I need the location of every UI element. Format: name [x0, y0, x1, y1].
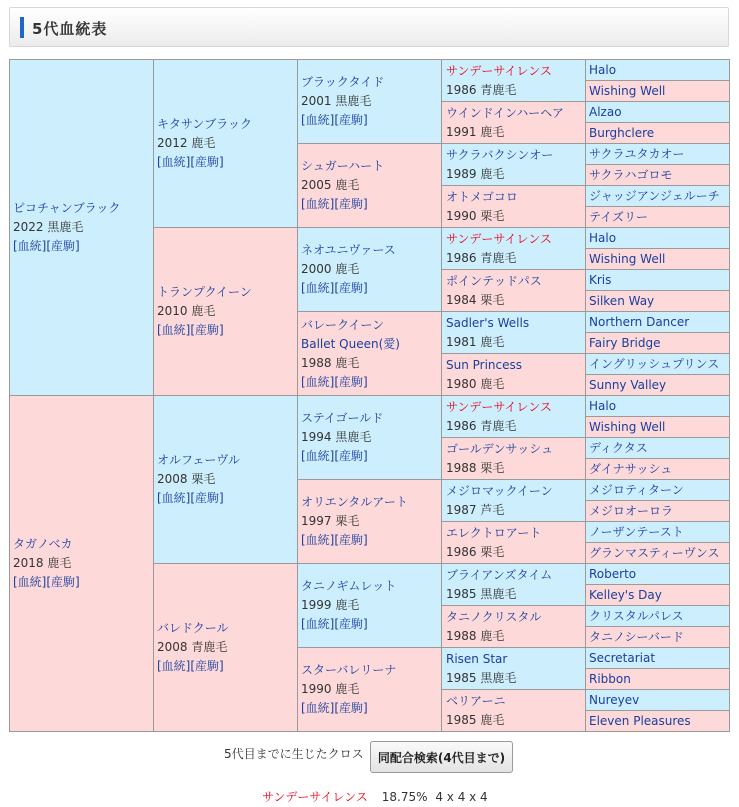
- gen3-cell: [298, 144, 442, 228]
- horse-name-link[interactable]: オトメゴコロ: [446, 189, 518, 204]
- ancestor-link[interactable]: Silken Way: [589, 293, 655, 308]
- horse-info: 1990 鹿毛: [301, 682, 360, 696]
- horse-links: [13, 573, 149, 592]
- gen2-cell: [154, 60, 298, 228]
- horse-name-link[interactable]: ゴールデンサッシュ: [446, 441, 554, 456]
- horse-entry: [157, 451, 293, 508]
- gen5-cell: [586, 60, 730, 81]
- horse-entry: [301, 409, 437, 466]
- horse-name-link[interactable]: ネオユニヴァース: [301, 243, 396, 257]
- horse-entry: [446, 230, 581, 268]
- horse-entry: [13, 535, 149, 592]
- gen4-cell: [442, 606, 586, 648]
- gen4-cell: [442, 312, 586, 354]
- gen4-cell: [442, 102, 586, 144]
- horse-entry: [301, 73, 437, 130]
- ancestor-link[interactable]: Sunny Valley: [589, 377, 667, 392]
- ancestor-link[interactable]: Kris: [589, 272, 612, 287]
- horse-info: 2018 鹿毛: [13, 556, 72, 570]
- horse-name-link[interactable]: オルフェーヴル: [157, 453, 241, 467]
- pedigree-row: [10, 60, 730, 81]
- pedigree-link[interactable]: [血統]: [13, 239, 47, 253]
- horse-entry: [301, 661, 437, 718]
- horse-entry: [446, 566, 581, 604]
- gen5-cell: [586, 354, 730, 375]
- horse-name-link[interactable]: タガノベカ: [13, 537, 73, 551]
- horse-entry: [301, 577, 437, 634]
- ancestor-link[interactable]: タニノシーバード: [589, 629, 684, 644]
- horse-links: [301, 195, 437, 214]
- ancestor-link[interactable]: Kelley's Day: [589, 587, 662, 602]
- gen5-cell: [586, 102, 730, 123]
- gen2-cell: [154, 564, 298, 732]
- horse-info: 1986 青鹿毛: [446, 82, 517, 97]
- gen4-cell: [442, 186, 586, 228]
- pedigree-link[interactable]: [血統]: [301, 113, 335, 127]
- horse-name-link[interactable]: サンデーサイレンス: [446, 399, 552, 414]
- pedigree-link[interactable]: [血統]: [157, 323, 191, 337]
- gen3-cell: [298, 396, 442, 480]
- horse-entry: [157, 115, 293, 172]
- horse-name-link[interactable]: ピコチャンブラック: [13, 201, 121, 215]
- pedigree-table: [9, 59, 730, 732]
- gen4-cell: [442, 396, 586, 438]
- horse-links: [301, 699, 437, 718]
- gen5-cell: [586, 417, 730, 438]
- horse-entry: [446, 524, 581, 562]
- gen3-cell: [298, 648, 442, 732]
- pedigree-link[interactable]: [血統]: [13, 575, 47, 589]
- horse-links: [157, 321, 293, 340]
- pedigree-link[interactable]: [血統]: [157, 659, 191, 673]
- horse-entry: [446, 398, 581, 436]
- ancestor-link[interactable]: Wishing Well: [589, 251, 666, 266]
- gen5-cell: [586, 606, 730, 627]
- horse-entry: [446, 482, 581, 520]
- horse-info: 1980 鹿毛: [446, 376, 505, 391]
- ancestor-link[interactable]: メジロティターン: [589, 482, 684, 497]
- pedigree-row: [10, 396, 730, 417]
- horse-entry: [301, 316, 437, 392]
- horse-info: 2000 鹿毛: [301, 262, 360, 276]
- gen5-cell: [586, 438, 730, 459]
- offspring-link[interactable]: [産駒]: [334, 533, 368, 547]
- header-accent-bar: [20, 17, 24, 38]
- offspring-link[interactable]: [産駒]: [334, 281, 368, 295]
- gen5-cell: [586, 207, 730, 228]
- horse-entry: [157, 619, 293, 676]
- gen5-cell: [586, 123, 730, 144]
- horse-name-link[interactable]: バレークイーン: [301, 317, 385, 332]
- horse-links: [157, 153, 293, 172]
- gen5-cell: [586, 249, 730, 270]
- ancestor-link[interactable]: Alzao: [589, 104, 622, 119]
- gen3-cell: [298, 60, 442, 144]
- ancestor-link[interactable]: クリスタルパレス: [589, 608, 684, 623]
- horse-info: 2005 鹿毛: [301, 178, 360, 192]
- horse-info: 1984 栗毛: [446, 292, 505, 307]
- horse-entry: [446, 62, 581, 100]
- horse-entry: [301, 241, 437, 298]
- horse-info: 2008 栗毛: [157, 472, 216, 486]
- horse-entry: [446, 272, 581, 310]
- horse-info: 1986 栗毛: [446, 544, 505, 559]
- gen3-cell: [298, 228, 442, 312]
- horse-links: [157, 489, 293, 508]
- gen1-cell: [10, 60, 154, 396]
- gen5-cell: [586, 522, 730, 543]
- gen2-cell: [154, 396, 298, 564]
- offspring-link[interactable]: [産駒]: [334, 113, 368, 127]
- cross-label: 5代目までに生じたクロス: [224, 747, 364, 761]
- horse-entry: [446, 650, 581, 688]
- horse-name-link[interactable]: ブラックタイド: [301, 75, 385, 89]
- gen4-cell: [442, 354, 586, 396]
- horse-info: 1988 栗毛: [446, 460, 505, 475]
- gen5-cell: [586, 459, 730, 480]
- horse-name-link[interactable]: キタサンブラック: [157, 117, 253, 131]
- horse-name-link[interactable]: ウインドインハーヘア: [446, 105, 564, 120]
- ancestor-link[interactable]: Secretariat: [589, 650, 656, 665]
- horse-info: 1999 鹿毛: [301, 598, 360, 612]
- horse-entry: [446, 692, 581, 730]
- horse-name-link[interactable]: サンデーサイレンス: [446, 63, 552, 78]
- gen5-cell: [586, 711, 730, 732]
- gen5-cell: [586, 291, 730, 312]
- horse-info: 2012 鹿毛: [157, 136, 216, 150]
- horse-name-link[interactable]: トランプクイーン: [157, 285, 252, 299]
- horse-entry: [446, 314, 581, 352]
- gen5-cell: [586, 270, 730, 291]
- ancestor-link[interactable]: Fairy Bridge: [589, 335, 661, 350]
- gen4-cell: [442, 144, 586, 186]
- horse-name-link[interactable]: サクラバクシンオー: [446, 147, 554, 162]
- cross-generations: 4 x 4 x 4: [435, 790, 488, 804]
- horse-name-link[interactable]: ベリアーニ: [446, 693, 506, 708]
- horse-info: 1981 鹿毛: [446, 334, 505, 349]
- horse-name-link[interactable]: エレクトロアート: [446, 525, 542, 540]
- offspring-link[interactable]: [産駒]: [190, 323, 224, 337]
- gen5-cell: [586, 690, 730, 711]
- gen4-cell: [442, 564, 586, 606]
- gen4-cell: [442, 270, 586, 312]
- ancestor-link[interactable]: グランマスティーヴンス: [589, 545, 720, 560]
- horse-info: 1986 青鹿毛: [446, 250, 517, 265]
- horse-name-link[interactable]: シュガーハート: [301, 159, 385, 173]
- offspring-link[interactable]: [産駒]: [334, 374, 368, 389]
- horse-name-link[interactable]: Sadler's Wells: [446, 315, 530, 330]
- horse-info: 2008 青鹿毛: [157, 640, 228, 654]
- ancestor-link[interactable]: ジャッジアンジェルーチ: [589, 188, 720, 203]
- horse-name-link[interactable]: スターバレリーナ: [301, 663, 397, 677]
- horse-origin-name[interactable]: Ballet Queen(愛): [301, 336, 400, 351]
- offspring-link[interactable]: [産駒]: [190, 155, 224, 169]
- horse-info: 1994 黒鹿毛: [301, 430, 372, 444]
- pedigree-link[interactable]: [血統]: [301, 617, 335, 631]
- pedigree-link[interactable]: [血統]: [157, 155, 191, 169]
- horse-name-link[interactable]: タニノクリスタル: [446, 609, 542, 624]
- gen3-cell: [298, 564, 442, 648]
- gen4-cell: [442, 480, 586, 522]
- horse-name-link[interactable]: メジロマックイーン: [446, 483, 553, 498]
- gen5-cell: [586, 648, 730, 669]
- horse-links: [13, 237, 149, 256]
- horse-links: [301, 279, 437, 298]
- ancestor-link[interactable]: Halo: [589, 62, 617, 77]
- horse-info: 1987 芦毛: [446, 502, 505, 517]
- gen5-cell: [586, 81, 730, 102]
- horse-info: 1990 栗毛: [446, 208, 505, 223]
- horse-name-link[interactable]: バレドクール: [157, 621, 229, 635]
- ancestor-link[interactable]: Wishing Well: [589, 83, 666, 98]
- gen4-cell: [442, 60, 586, 102]
- horse-info: 1985 鹿毛: [446, 712, 505, 727]
- ancestor-link[interactable]: イングリッシュプリンス: [589, 356, 720, 371]
- offspring-link[interactable]: [産駒]: [334, 701, 368, 715]
- ancestor-link[interactable]: メジロオーロラ: [589, 503, 674, 518]
- gen2-cell: [154, 228, 298, 396]
- offspring-link[interactable]: [産駒]: [334, 449, 368, 463]
- offspring-link[interactable]: [産駒]: [46, 575, 80, 589]
- offspring-link[interactable]: [産駒]: [190, 659, 224, 673]
- horse-name-link[interactable]: ブライアンズタイム: [446, 567, 553, 582]
- ancestor-link[interactable]: Roberto: [589, 566, 637, 581]
- pedigree-link[interactable]: [血統]: [301, 197, 335, 211]
- ancestor-link[interactable]: Northern Dancer: [589, 314, 690, 329]
- cross-result: [262, 788, 488, 805]
- horse-entry: [446, 146, 581, 184]
- gen5-cell: [586, 375, 730, 396]
- horse-info: 1991 鹿毛: [446, 124, 505, 139]
- offspring-link[interactable]: [産駒]: [46, 239, 80, 253]
- horse-links: [301, 447, 437, 466]
- gen1-cell: [10, 396, 154, 732]
- ancestor-link[interactable]: サクラユタカオー: [589, 146, 685, 161]
- horse-entry: [301, 493, 437, 550]
- horse-entry: [446, 188, 581, 226]
- horse-entry: [446, 440, 581, 478]
- horse-info: 2001 黒鹿毛: [301, 94, 372, 108]
- gen5-cell: [586, 585, 730, 606]
- horse-name-link[interactable]: Risen Star: [446, 651, 508, 666]
- gen5-cell: [586, 564, 730, 585]
- horse-entry: [13, 199, 149, 256]
- horse-links: [301, 373, 437, 392]
- horse-name-link[interactable]: サンデーサイレンス: [446, 231, 552, 246]
- horse-name-link[interactable]: ステイゴールド: [301, 411, 384, 425]
- gen5-cell: [586, 396, 730, 417]
- section-header: [9, 7, 729, 47]
- horse-entry: [446, 356, 581, 394]
- horse-entry: [446, 608, 581, 646]
- ancestor-link[interactable]: Halo: [589, 230, 617, 245]
- ancestor-link[interactable]: ディクタス: [589, 440, 648, 455]
- pedigree-link[interactable]: [血統]: [157, 491, 191, 505]
- horse-entry: [157, 283, 293, 340]
- horse-name-link[interactable]: Sun Princess: [446, 357, 523, 372]
- pedigree-link[interactable]: [血統]: [301, 374, 335, 389]
- horse-entry: [446, 104, 581, 142]
- horse-name-link[interactable]: ポインテッドパス: [446, 273, 542, 288]
- gen4-cell: [442, 228, 586, 270]
- gen5-cell: [586, 144, 730, 165]
- gen5-cell: [586, 186, 730, 207]
- horse-info: 1985 黒鹿毛: [446, 670, 517, 685]
- ancestor-link[interactable]: ノーザンテースト: [589, 524, 684, 539]
- horse-info: 1988 鹿毛: [446, 628, 505, 643]
- horse-info: 1986 青鹿毛: [446, 418, 517, 433]
- pedigree-link[interactable]: [血統]: [301, 281, 335, 295]
- ancestor-link[interactable]: Nureyev: [589, 692, 640, 707]
- gen3-cell: [298, 480, 442, 564]
- ancestor-link[interactable]: テイズリー: [589, 209, 649, 224]
- horse-info: 1997 栗毛: [301, 514, 360, 528]
- offspring-link[interactable]: [産駒]: [334, 197, 368, 211]
- horse-info: 1985 黒鹿毛: [446, 586, 517, 601]
- ancestor-link[interactable]: ダイナサッシュ: [589, 461, 673, 476]
- gen4-cell: [442, 438, 586, 480]
- horse-info: 1989 鹿毛: [446, 166, 505, 181]
- horse-links: [301, 531, 437, 550]
- horse-links: [301, 615, 437, 634]
- gen3-cell: [298, 312, 442, 396]
- ancestor-link[interactable]: Eleven Pleasures: [589, 713, 691, 728]
- horse-name-link[interactable]: オリエンタルアート: [301, 495, 408, 509]
- horse-info: 2022 黒鹿毛: [13, 220, 84, 234]
- gen4-cell: [442, 690, 586, 732]
- gen5-cell: [586, 333, 730, 354]
- ancestor-link[interactable]: Halo: [589, 398, 617, 413]
- gen5-cell: [586, 228, 730, 249]
- gen4-cell: [442, 648, 586, 690]
- horse-info: 2010 鹿毛: [157, 304, 216, 318]
- ancestor-link[interactable]: Ribbon: [589, 671, 631, 686]
- gen5-cell: [586, 501, 730, 522]
- cross-percent: 18.75%: [381, 790, 428, 804]
- gen5-cell: [586, 627, 730, 648]
- pedigree-link[interactable]: [血統]: [301, 449, 335, 463]
- horse-links: [157, 657, 293, 676]
- pedigree-link[interactable]: [血統]: [301, 701, 335, 715]
- offspring-link[interactable]: [産駒]: [334, 617, 368, 631]
- horse-info: 1988 鹿毛: [301, 355, 360, 370]
- cross-horse-link[interactable]: サンデーサイレンス: [262, 790, 368, 804]
- gen5-cell: [586, 543, 730, 564]
- page-title: 5代血統表: [32, 20, 108, 38]
- gen5-cell: [586, 165, 730, 186]
- ancestor-link[interactable]: サクラハゴロモ: [589, 167, 673, 182]
- ancestor-link[interactable]: Wishing Well: [589, 419, 666, 434]
- gen4-cell: [442, 522, 586, 564]
- ancestor-link[interactable]: Burghclere: [589, 125, 655, 140]
- gen5-cell: [586, 480, 730, 501]
- same-mating-search-button[interactable]: 同配合検索(4代目まで): [370, 741, 513, 773]
- horse-entry: [301, 157, 437, 214]
- offspring-link[interactable]: [産駒]: [190, 491, 224, 505]
- gen5-cell: [586, 669, 730, 690]
- horse-name-link[interactable]: タニノギムレット: [301, 579, 397, 593]
- pedigree-link[interactable]: [血統]: [301, 533, 335, 547]
- horse-links: [301, 111, 437, 130]
- gen5-cell: [586, 312, 730, 333]
